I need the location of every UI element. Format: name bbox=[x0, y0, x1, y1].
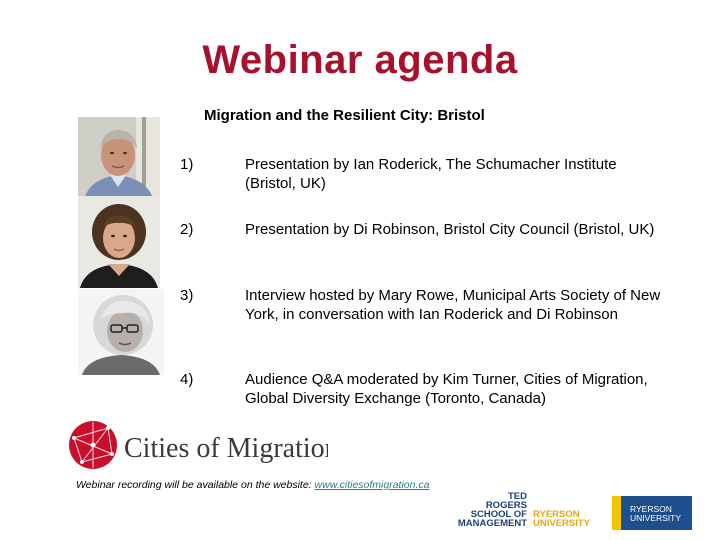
slide-title: Webinar agenda bbox=[202, 38, 518, 82]
ted-rogers-line: TED bbox=[508, 491, 527, 502]
ryerson-university-line: RYERSON bbox=[533, 509, 580, 520]
speaker-photo-di-robinson bbox=[78, 196, 160, 288]
footer-note bbox=[76, 479, 430, 491]
agenda-number: 1) bbox=[180, 156, 194, 173]
speaker-photo-mary-rowe bbox=[78, 289, 164, 375]
ted-rogers-school-logo bbox=[455, 492, 605, 532]
agenda-text: Interview hosted by Mary Rowe, Municipal Arts Society of New York, in conversation with Ian Roderick and Di Robinson bbox=[245, 287, 661, 323]
agenda-number: 2) bbox=[180, 221, 194, 238]
agenda-text: Audience Q&A moderated by Kim Turner, Cities of Migration, Global Diversity Exchange (Toronto, Canada) bbox=[245, 371, 648, 407]
agenda-text: Presentation by Ian Roderick, The Schumacher Institute (Bristol, UK) bbox=[245, 156, 617, 192]
website-link[interactable]: www.citiesofmigration.ca bbox=[314, 479, 430, 491]
ted-rogers-line: MANAGEMENT bbox=[457, 518, 527, 529]
cities-of-migration-wordmark: Cities of Migration bbox=[124, 433, 328, 464]
agenda-number: 3) bbox=[180, 287, 194, 304]
slide-subtitle: Migration and the Resilient City: Bristol bbox=[204, 107, 485, 124]
cities-of-migration-logo bbox=[68, 420, 328, 472]
ted-rogers-line: ROGERS bbox=[485, 500, 527, 511]
agenda-number: 4) bbox=[180, 371, 194, 388]
ryerson-box-line: UNIVERSITY bbox=[630, 513, 682, 523]
ryerson-university-logo bbox=[612, 496, 692, 530]
logo-stripe bbox=[612, 496, 621, 530]
agenda-text: Presentation by Di Robinson, Bristol City Council (Bristol, UK) bbox=[245, 221, 655, 238]
ted-rogers-line: SCHOOL OF bbox=[470, 509, 527, 520]
speaker-photo-ian-roderick bbox=[78, 117, 160, 201]
ryerson-university-line: UNIVERSITY bbox=[533, 518, 591, 529]
footer-text: Webinar recording will be available on the website: bbox=[76, 479, 315, 491]
ryerson-box-line: RYERSON bbox=[630, 504, 672, 514]
